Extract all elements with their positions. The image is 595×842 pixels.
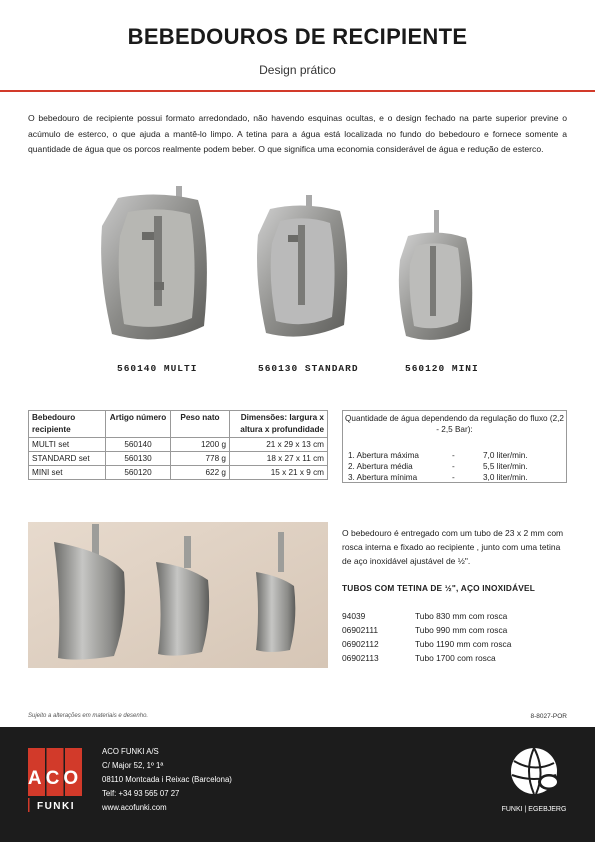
spec-cell-name: MULTI set xyxy=(29,438,106,452)
spec-cell-article: 560130 xyxy=(106,452,171,466)
product-caption-standard: 560130 STANDARD xyxy=(258,363,359,374)
spec-cell-dims: 18 x 27 x 11 cm xyxy=(230,452,328,466)
table-row xyxy=(29,452,328,466)
table-row xyxy=(29,466,328,480)
tube-code: 06902111 xyxy=(342,625,379,635)
multi-drinker-image xyxy=(98,186,214,348)
flow-row xyxy=(348,472,563,483)
flow-row xyxy=(348,450,563,461)
spec-cell-weight: 778 g xyxy=(171,452,230,466)
spec-header-name: Bebedouro recipiente xyxy=(29,411,106,438)
spec-cell-dims: 15 x 21 x 9 cm xyxy=(230,466,328,480)
spec-cell-article: 560140 xyxy=(106,438,171,452)
aco-funki-logo xyxy=(28,748,82,813)
flow-value: 7,0 liter/min. xyxy=(483,451,528,460)
footer-address-line1: C/ Major 52, 1º 1ª xyxy=(102,761,164,770)
spec-table xyxy=(28,410,328,480)
flow-dash: - xyxy=(452,451,455,460)
flow-value: 5,5 liter/min. xyxy=(483,462,528,471)
page-title: BEBEDOUROS DE RECIPIENTE xyxy=(127,24,468,49)
flow-label: 1. Abertura máxima xyxy=(348,451,419,460)
tube-code: 06902113 xyxy=(342,653,379,663)
tube-row xyxy=(342,610,567,623)
tube-code: 06902112 xyxy=(342,639,379,649)
flow-row xyxy=(348,461,563,472)
footer-phone: Telf: +34 93 565 07 27 xyxy=(102,789,180,798)
product-caption-mini: 560120 MINI xyxy=(405,363,479,374)
disclaimer: Sujeito a alterações em materiais e desenho. xyxy=(28,713,149,719)
standard-drinker-image xyxy=(254,195,352,345)
spec-cell-article: 560120 xyxy=(106,466,171,480)
spec-header-article: Artigo número xyxy=(106,411,171,438)
spec-header-dimensions: Dimensões: largura x altura x profundidade xyxy=(230,411,328,438)
tubes-heading: TUBOS COM TETINA DE ½", AÇO INOXIDÁVEL xyxy=(342,583,535,593)
svg-text:ACO: ACO xyxy=(28,768,82,789)
spec-cell-name: STANDARD set xyxy=(29,452,106,466)
header-divider xyxy=(0,90,595,92)
flow-value: 3,0 liter/min. xyxy=(483,473,528,482)
tube-desc: Tubo 990 mm com rosca xyxy=(415,625,508,635)
spec-cell-dims: 21 x 29 x 13 cm xyxy=(230,438,328,452)
flow-rate-title: Quantidade de água dependendo da regulação do fluxo (2,2 - 2,5 Bar): xyxy=(345,414,564,434)
svg-text:FUNKI | EGEBJERG: FUNKI | EGEBJERG xyxy=(501,806,567,813)
tube-code: 94039 xyxy=(342,611,366,621)
footer-company: ACO FUNKI A/S xyxy=(102,747,159,756)
table-row xyxy=(29,438,328,452)
spec-cell-weight: 622 g xyxy=(171,466,230,480)
spec-header-weight: Peso nato xyxy=(171,411,230,438)
flow-rate-box xyxy=(342,410,567,483)
tube-row xyxy=(342,624,567,637)
flow-dash: - xyxy=(452,473,455,482)
tube-desc: Tubo 830 mm com rosca xyxy=(415,611,508,621)
side-view-photo xyxy=(28,522,328,668)
mini-drinker-image xyxy=(396,210,476,348)
footer-website[interactable]: www.acofunki.com xyxy=(102,803,167,812)
delivery-paragraph: O bebedouro é entregado com um tubo de 23 x 2 mm com rosca interna e fixado ao recipiente , junto com uma tetina de aço inoxidável ajustável de ½". xyxy=(342,528,564,566)
spec-cell-name: MINI set xyxy=(29,466,106,480)
document-number: 8-8027-POR xyxy=(530,713,567,720)
tube-desc: Tubo 1700 com rosca xyxy=(415,653,496,663)
flow-dash: - xyxy=(452,462,455,471)
intro-paragraph: O bebedouro de recipiente possui formato arredondado, não havendo esquinas ocultas, e o design fechado na parte superior previne o acúmulo de esterco, o que ajuda a mantê-lo limpo. A tetina para a água está localizada no fundo do bebedouro e fornece somente a quantidade de água que os porcos realmente podem beber. O que significa uma economia considerável de água e redução de esterco. xyxy=(28,113,567,154)
product-caption-multi: 560140 MULTI xyxy=(117,363,198,374)
funki-egebjerg-logo xyxy=(500,745,568,815)
flow-label: 3. Abertura mínima xyxy=(348,473,418,482)
flow-label: 2. Abertura média xyxy=(348,462,413,471)
svg-text:FUNKI: FUNKI xyxy=(36,801,76,812)
page-subtitle: Design prático xyxy=(259,63,336,77)
spec-cell-weight: 1200 g xyxy=(171,438,230,452)
footer-address-line2: 08110 Montcada i Reixac (Barcelona) xyxy=(102,775,232,784)
tube-row xyxy=(342,652,567,665)
tube-row xyxy=(342,638,567,651)
tube-desc: Tubo 1190 mm com rosca xyxy=(415,639,512,649)
